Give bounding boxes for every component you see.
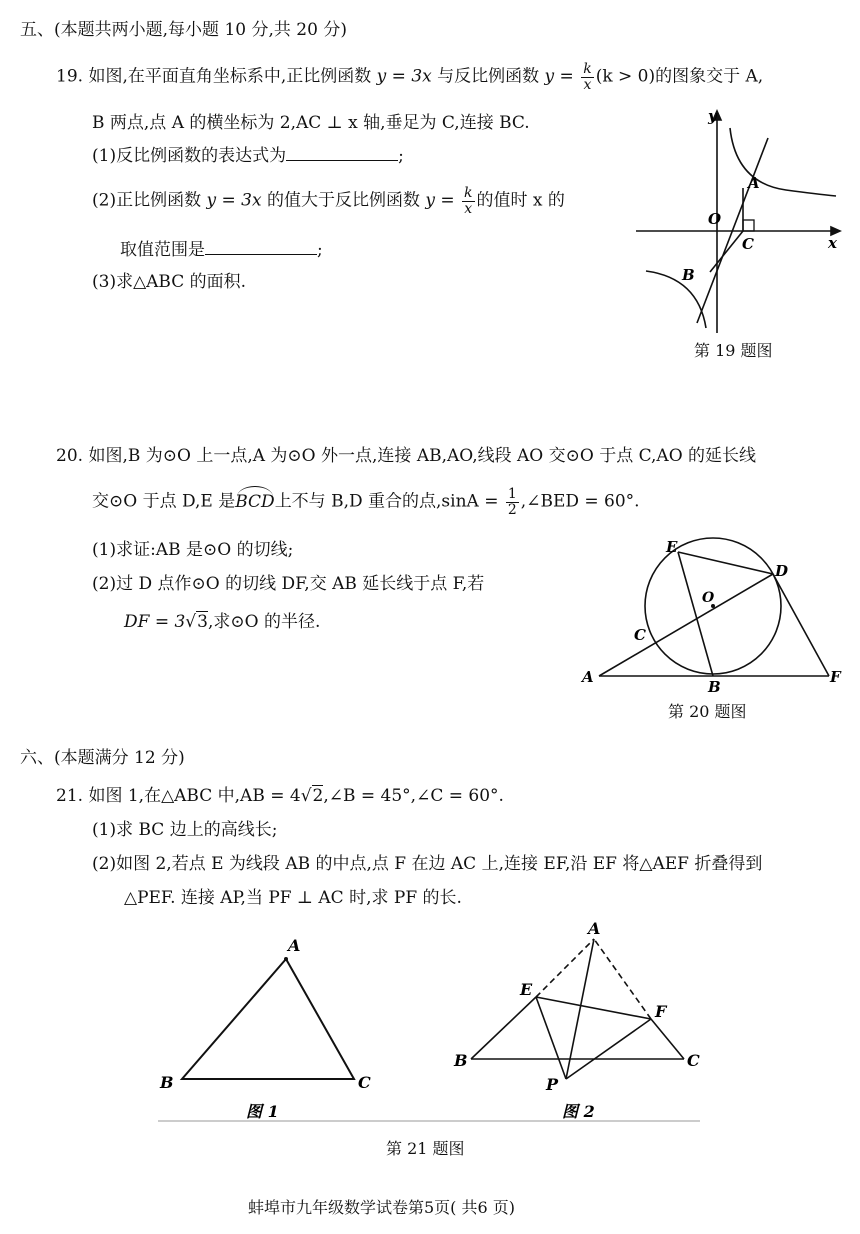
fraction-one-half: $\frac{1}{2}$ [507, 486, 517, 518]
q19-part-2-cont: 取值范围是 ; [120, 240, 323, 260]
tangent-DF [773, 574, 829, 676]
fig2-label-A: A [588, 919, 601, 938]
q21-part-2-cont: △PEF. 连接 AP,当 PF ⊥ AC 时,求 PF 的长. [124, 888, 462, 908]
label-F: F [830, 668, 841, 686]
q21-part-2: (2)如图 2,若点 E 为线段 AB 的中点,点 F 在边 AC 上,连接 EF,沿 EF 将△AEF 折叠得到 [92, 854, 763, 874]
q20-part-1: (1)求证:AB 是⊙O 的切线; [92, 540, 294, 560]
label-B: B [708, 678, 721, 696]
section-5-header: 五、(本题共两小题,每小题 10 分,共 20 分) [20, 20, 347, 40]
fig1-label-C: C [358, 1073, 371, 1092]
q19-line-1: 19. 如图,在平面直角坐标系中,正比例函数 y = 3x 与反比例函数 y = $\frac{k}{x}$ (k > 0)的图象交于 A, [56, 61, 764, 93]
label-x: x [828, 234, 837, 252]
q21-line-1: 21. 如图 1,在△ABC 中,AB = 4√2,∠B = 45°,∠C = 60°. [56, 786, 504, 806]
q21-number: 21. [56, 786, 84, 806]
q20-part-2-cont: DF = 3√3,求⊙O 的半径. [124, 612, 321, 632]
fig2-caption: 图 2 [562, 1102, 595, 1121]
label-E: E [666, 538, 678, 556]
label-O: O [708, 210, 722, 228]
arc-BCD: BCD [235, 491, 275, 512]
q20-part-2: (2)过 D 点作⊙O 的切线 DF,交 AB 延长线于点 F,若 [92, 574, 485, 594]
label-C: C [742, 235, 754, 253]
q19-part-2: (2)正比例函数 y = 3x 的值大于反比例函数 y = $\frac{k}{x}$ 的值时 x 的 [92, 185, 565, 217]
fig2-label-F: F [655, 1002, 667, 1021]
label-A: A [748, 174, 760, 192]
section-6-header: 六、(本题满分 12 分) [20, 748, 185, 768]
answer-blank-1[interactable] [286, 160, 398, 161]
q19-number: 19. [56, 66, 84, 87]
q20-caption: 第 20 题图 [668, 702, 747, 721]
fraction-k-over-x: $\frac{k}{x}$ [583, 61, 592, 93]
label-A: A [582, 668, 594, 686]
fig1-caption: 图 1 [246, 1102, 279, 1121]
q19-caption: 第 19 题图 [694, 341, 773, 360]
hyperbola-branch-1 [730, 128, 836, 196]
fig2-label-P: P [546, 1075, 559, 1094]
label-C: C [634, 626, 646, 644]
hyperbola-branch-2 [646, 271, 706, 328]
answer-blank-2[interactable] [205, 254, 317, 255]
line-AD [599, 574, 773, 676]
segment-BC [710, 231, 743, 272]
q20-line-1: 20. 如图,B 为⊙O 上一点,A 为⊙O 外一点,连接 AB,AO,线段 AO 交⊙O 于点 C,AO 的延长线 [56, 446, 757, 466]
fig2-triangle [471, 939, 684, 1079]
label-y: y [708, 107, 717, 125]
q19-part-1: (1)反比例函数的表达式为 ; [92, 146, 404, 166]
fig1-triangle [182, 959, 354, 1079]
q21-caption: 第 21 题图 [386, 1139, 465, 1158]
fig1-label-A: A [288, 936, 301, 955]
label-B: B [682, 266, 695, 284]
q19-line-2: B 两点,点 A 的横坐标为 2,AC ⊥ x 轴,垂足为 C,连接 BC. [92, 113, 530, 133]
q20-number: 20. [56, 446, 84, 466]
q20-figure [574, 536, 844, 698]
fig2-label-B: B [454, 1051, 468, 1070]
right-angle-mark [743, 220, 754, 231]
fig2-label-C: C [687, 1051, 700, 1070]
q19-part-3: (3)求△ABC 的面积. [92, 272, 247, 292]
q19-figure [636, 108, 846, 333]
q21-part-1: (1)求 BC 边上的高线长; [92, 820, 278, 840]
label-D: D [775, 562, 789, 580]
page-footer: 蚌埠市九年级数学试卷第5页( 共6 页) [248, 1198, 516, 1217]
label-O: O [702, 590, 715, 606]
q20-line-2: 交⊙O 于点 D,E 是BCD上不与 B,D 重合的点,sinA = $\frac{1}{2}$ ,∠BED = 60°. [92, 486, 640, 518]
fraction-k-over-x-2: $\frac{k}{x}$ [464, 185, 473, 217]
fig1-label-B: B [160, 1073, 174, 1092]
segment-EB [678, 552, 713, 676]
fig2-label-E: E [520, 980, 533, 999]
q21-figures [158, 914, 700, 1124]
